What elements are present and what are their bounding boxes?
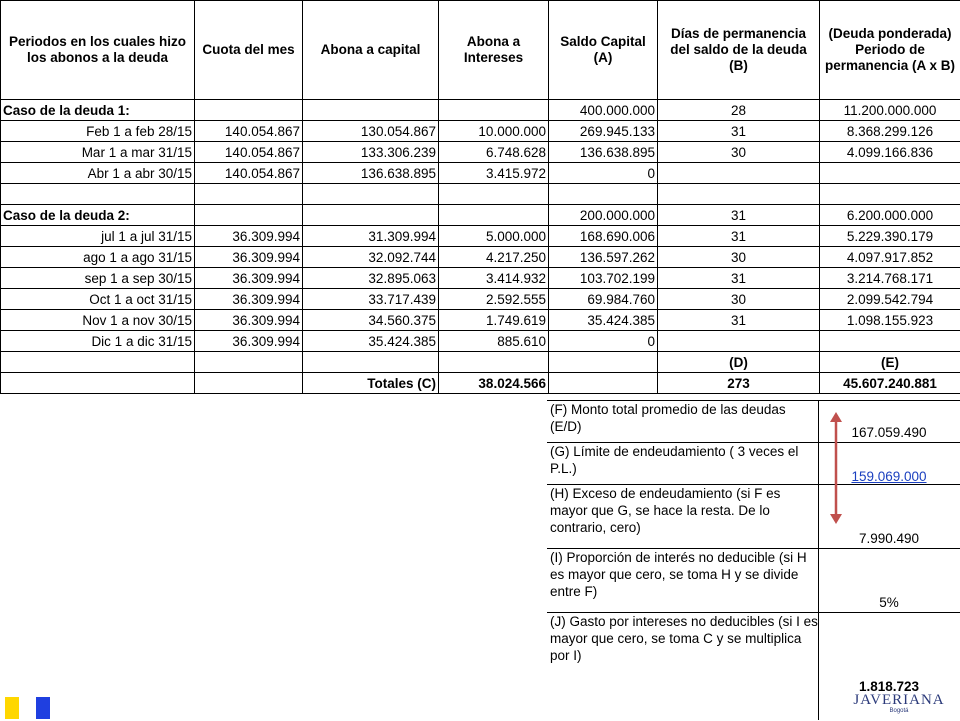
cell-cuota: 36.309.994 (195, 331, 303, 352)
cell-dias: 28 (658, 100, 820, 121)
cell-intereses: 3.414.932 (439, 268, 549, 289)
cell-intereses (439, 100, 549, 121)
cell-saldo: 0 (549, 163, 658, 184)
summary-value-f: 167.059.490 (819, 425, 959, 440)
cell-intereses (439, 205, 549, 226)
header-capital: Abona a capital (303, 1, 439, 100)
blue-square-icon (36, 697, 50, 719)
totals-row (1, 373, 960, 394)
cell-periodo: jul 1 a jul 31/15 (1, 226, 195, 247)
cell-ponderada: 6.200.000.000 (820, 205, 960, 226)
cell-intereses: 4.217.250 (439, 247, 549, 268)
cell-capital: 31.309.994 (303, 226, 439, 247)
cell-saldo: 168.690.006 (549, 226, 658, 247)
cell-dias: 31 (658, 226, 820, 247)
cell-saldo: 136.638.895 (549, 142, 658, 163)
table-row (1, 268, 960, 289)
table-row (1, 100, 960, 121)
cell-saldo: 400.000.000 (549, 100, 658, 121)
cell-capital: 130.054.867 (303, 121, 439, 142)
summary-text-i: (I) Proporción de interés no deducible (si H es mayor que cero, se toma H y se divide entre F) (550, 549, 818, 600)
cell-periodo: Nov 1 a nov 30/15 (1, 310, 195, 331)
cell-saldo: 69.984.760 (549, 289, 658, 310)
cell-capital: 33.717.439 (303, 289, 439, 310)
cell-saldo: 0 (549, 331, 658, 352)
table-row (1, 121, 960, 142)
cell-saldo: 103.702.199 (549, 268, 658, 289)
cell-capital (303, 100, 439, 121)
cell-saldo: 200.000.000 (549, 205, 658, 226)
cell-saldo: 136.597.262 (549, 247, 658, 268)
table-row (1, 247, 960, 268)
javeriana-logo (844, 692, 954, 720)
cell-capital: 35.424.385 (303, 331, 439, 352)
cell-dias: 31 (658, 310, 820, 331)
summary-text-j: (J) Gasto por intereses no deducibles (si I es mayor que cero, se toma C y se multiplica por I) (550, 613, 818, 664)
header-periodos: Periodos en los cuales hizo los abonos a la deuda (1, 1, 195, 100)
cell-intereses (439, 184, 549, 205)
cell-dias: 31 (658, 121, 820, 142)
label-row (1, 352, 960, 373)
cell-dias: 30 (658, 247, 820, 268)
cell-capital (303, 184, 439, 205)
cell-capital: 32.092.744 (303, 247, 439, 268)
cell-cuota: 36.309.994 (195, 247, 303, 268)
cell-cuota: 36.309.994 (195, 226, 303, 247)
cell-dias (658, 331, 820, 352)
cell-capital (303, 205, 439, 226)
cell-ponderada: 3.214.768.171 (820, 268, 960, 289)
cell-periodo (1, 184, 195, 205)
table-row (1, 289, 960, 310)
cell-ponderada: 4.097.917.852 (820, 247, 960, 268)
cell-ponderada (820, 163, 960, 184)
table-row (1, 310, 960, 331)
cell-periodo: Abr 1 a abr 30/15 (1, 163, 195, 184)
cell-ponderada: 5.229.390.179 (820, 226, 960, 247)
cell-intereses: 3.415.972 (439, 163, 549, 184)
table-row (1, 226, 960, 247)
cell-periodo: sep 1 a sep 30/15 (1, 268, 195, 289)
cell-cuota: 36.309.994 (195, 310, 303, 331)
cell-periodo: Mar 1 a mar 31/15 (1, 142, 195, 163)
cell-dias: 31 (658, 268, 820, 289)
logo-name: JAVERIANA (844, 692, 954, 708)
summary-row-g (547, 442, 960, 485)
cell-cuota: 140.054.867 (195, 163, 303, 184)
cell-ponderada (820, 331, 960, 352)
summary-text-h: (H) Exceso de endeudamiento (si F es mayor que G, se hace la resta. De lo contrario, cero) (550, 485, 818, 536)
header-ponderada: (Deuda ponderada) Periodo de permanencia (A x B) (820, 1, 960, 100)
totals-intereses: 38.024.566 (439, 373, 549, 394)
table-row (1, 163, 960, 184)
summary-row-f (547, 400, 960, 443)
cell-cuota: 140.054.867 (195, 121, 303, 142)
summary-text-g: (G) Límite de endeudamiento ( 3 veces el P.L.) (550, 443, 818, 477)
cell-dias: 30 (658, 289, 820, 310)
cell-periodo: Feb 1 a feb 28/15 (1, 121, 195, 142)
summary-row-i (547, 548, 960, 613)
table-row (1, 142, 960, 163)
cell-cuota: 36.309.994 (195, 268, 303, 289)
cell-ponderada: 11.200.000.000 (820, 100, 960, 121)
totals-ponderada: 45.607.240.881 (820, 373, 960, 394)
totals-label: Totales (C) (303, 373, 439, 394)
summary-value-h: 7.990.490 (819, 531, 959, 546)
label-e: (E) (820, 352, 960, 373)
table-header-row (1, 1, 960, 100)
cell-intereses: 5.000.000 (439, 226, 549, 247)
cell-dias (658, 184, 820, 205)
cell-periodo: Caso de la deuda 1: (1, 100, 195, 121)
cell-capital: 34.560.375 (303, 310, 439, 331)
cell-intereses: 885.610 (439, 331, 549, 352)
totals-dias: 273 (658, 373, 820, 394)
cell-ponderada: 2.099.542.794 (820, 289, 960, 310)
cell-intereses: 1.749.619 (439, 310, 549, 331)
header-dias: Días de permanencia del saldo de la deuda (B) (658, 1, 820, 100)
cell-dias: 31 (658, 205, 820, 226)
cell-intereses: 2.592.555 (439, 289, 549, 310)
table-row (1, 184, 960, 205)
table-row (1, 205, 960, 226)
cell-capital: 32.895.063 (303, 268, 439, 289)
cell-intereses: 6.748.628 (439, 142, 549, 163)
cell-ponderada (820, 184, 960, 205)
cell-dias: 30 (658, 142, 820, 163)
cell-intereses: 10.000.000 (439, 121, 549, 142)
summary-value-i: 5% (819, 595, 959, 610)
summary-text-f: (F) Monto total promedio de las deudas (E/D) (550, 401, 818, 435)
logo-city: Bogotá (844, 708, 954, 715)
cell-cuota (195, 184, 303, 205)
header-intereses: Abona a Intereses (439, 1, 549, 100)
cell-saldo: 269.945.133 (549, 121, 658, 142)
summary-row-h (547, 484, 960, 549)
cell-cuota: 140.054.867 (195, 142, 303, 163)
cell-periodo: Oct 1 a oct 31/15 (1, 289, 195, 310)
table-row (1, 331, 960, 352)
cell-capital: 136.638.895 (303, 163, 439, 184)
cell-periodo: Caso de la deuda 2: (1, 205, 195, 226)
cell-saldo: 35.424.385 (549, 310, 658, 331)
cell-ponderada: 8.368.299.126 (820, 121, 960, 142)
header-saldo: Saldo Capital (A) (549, 1, 658, 100)
label-d: (D) (658, 352, 820, 373)
cell-capital: 133.306.239 (303, 142, 439, 163)
cell-ponderada: 4.099.166.836 (820, 142, 960, 163)
yellow-square-icon (5, 697, 19, 719)
cell-periodo: Dic 1 a dic 31/15 (1, 331, 195, 352)
cell-dias (658, 163, 820, 184)
cell-cuota: 36.309.994 (195, 289, 303, 310)
cell-saldo (549, 184, 658, 205)
summary-panel (547, 400, 960, 720)
cell-cuota (195, 205, 303, 226)
cell-cuota (195, 100, 303, 121)
cell-ponderada: 1.098.155.923 (820, 310, 960, 331)
header-cuota: Cuota del mes (195, 1, 303, 100)
summary-value-g[interactable]: 159.069.000 (819, 469, 959, 484)
double-arrow-icon (829, 412, 843, 524)
cell-periodo: ago 1 a ago 31/15 (1, 247, 195, 268)
summary-value-j: 1.818.723 (819, 679, 959, 694)
